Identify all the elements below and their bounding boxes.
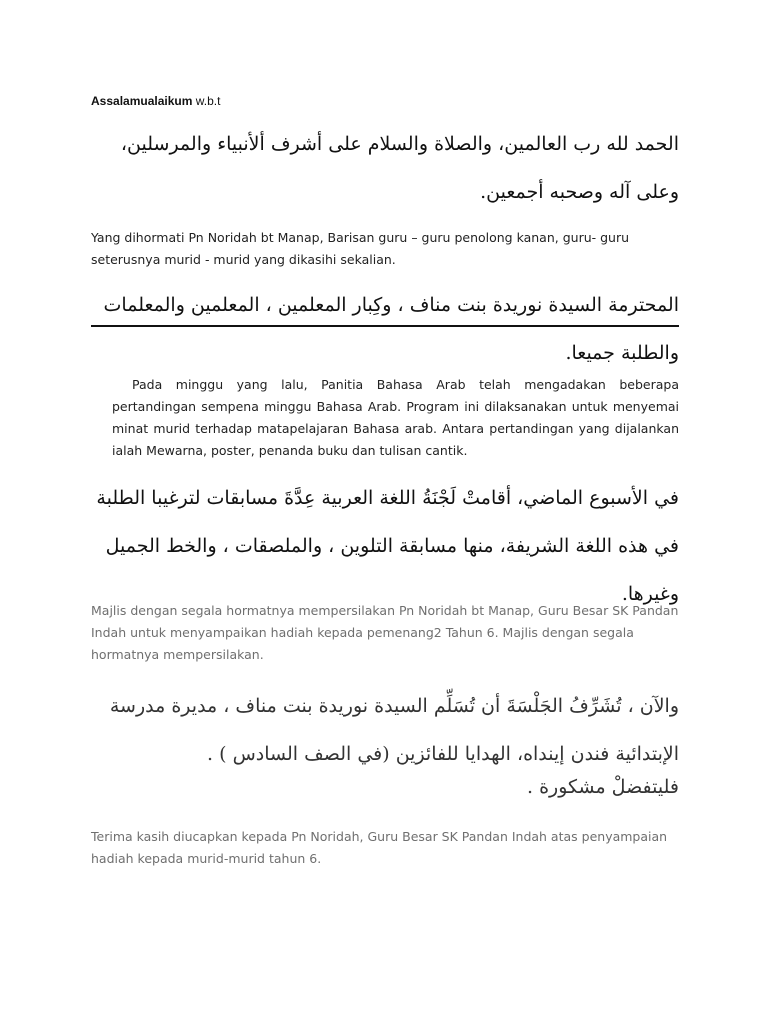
paragraph-1-malay: Pada minggu yang lalu, Panitia Bahasa Arab telah mengadakan beberapa pertandingan sempena minggu Bahasa Arab. Program ini dilaksanakan untuk menyemai minat murid terhadap matapelajaran Bahasa arab. Antara pertandingan yang dijalankan ialah Mewarna, poster, penanda buku dan tulisan cantik. [112,377,679,458]
horizontal-divider [91,325,679,327]
greeting-suffix: w.b.t [192,94,221,108]
greeting-heading [91,94,220,108]
closing-malay: Terima kasih diucapkan kepada Pn Noridah, Guru Besar SK Pandan Indah atas penyampaian hadiah kepada murid-murid tahun 6. [91,829,668,866]
paragraph-1-arabic: في الأسبوع الماضي، أقامتْ لَجْنَةُ اللغة العربية عِدَّةَ مسابقات لترغيبا الطلبة في هذه اللغة الشريفة، منها مسابقة التلوين ، والملصقات ، والخط الجميل وغيرها. [96,487,679,605]
address-arabic-text: المحترمة السيدة نوريدة بنت مناف ، وكِبار المعلمين ، المعلمين والمعلمات والطلبة جميعا. [103,294,679,364]
paragraph-2-malay: Majlis dengan segala hormatnya mempersilakan Pn Noridah bt Manap, Guru Besar SK Pandan Indah untuk menyampaikan hadiah kepada pemenang2 Tahun 6. Majlis dengan segala hormatnya mempersilakan. [91,603,679,662]
address-malay-line-1: Yang dihormati Pn Noridah bt Manap, Barisan guru – guru penolong kanan, guru- guru [91,230,630,245]
address-malay-line-2: seterusnya murid - murid yang dikasihi sekalian. [91,252,396,267]
greeting-bold: Assalamualaikum [91,94,193,108]
paragraph-2-arabic: والآن ، تُشَرِّفُ الجَلْسَةَ أن تُسَلِّم السيدة نوريدة بنت مناف ، مديرة مدرسة الإبتدائية فندن إينداه، الهدايا للفائزين (في الصف السادس ) . [109,695,679,765]
arabic-opening-text: الحمد لله رب العالمين، والصلاة والسلام على أشرف ألأنبياء والمرسلين، وعلى آله وصحبه أجمعين. [120,133,679,203]
paragraph-2-arabic-closing: فليتفضلْ مشكورة . [527,776,679,798]
